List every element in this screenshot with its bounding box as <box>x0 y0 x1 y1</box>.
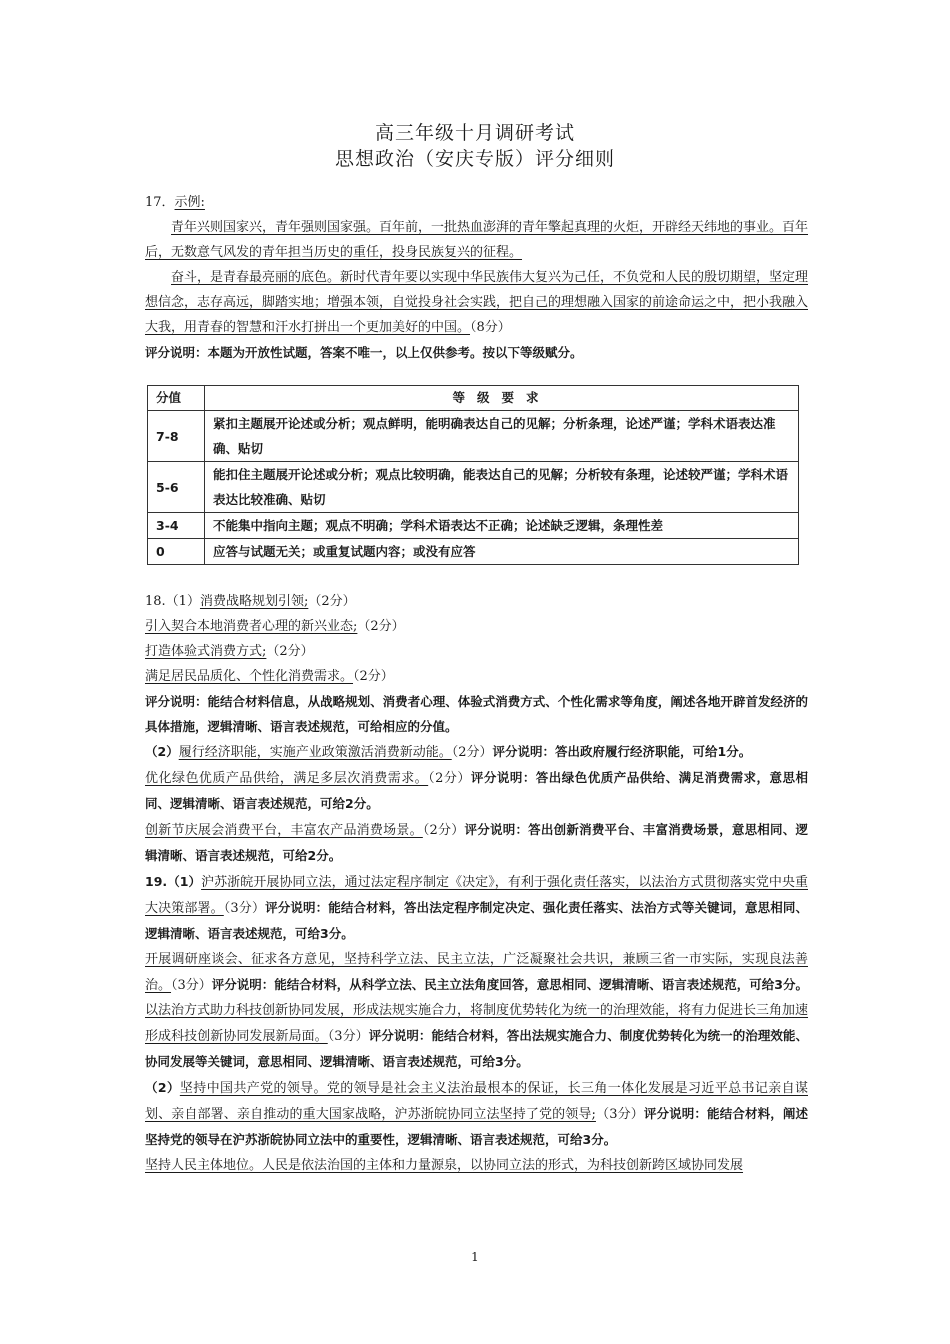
q17-label: 17． <box>145 195 175 210</box>
table-row <box>148 411 799 462</box>
grading-header-score: 分值 <box>148 386 205 411</box>
grade-score: 0 <box>148 539 205 565</box>
q18-scoring-note: 评分说明：能结合材料信息，从战略规划、消费者心理、体验式消费方式、个性化需求等角度，阐述各地开辟首发经济的具体措施，逻辑清晰、语言表述规范，可给相应的分值。 <box>145 694 808 734</box>
q19-answer-3: 以法治方式助力科技创新协同发展，形成法规实施合力，将制度优势转化为统一的治理效能，将有力促进长三角加速形成科技创新协同发展新局面。（3分）评分说明：能结合材料，答出法规实施合力、制度优势转化为统一的治理效能、协同发展等关键词，意思相同、逻辑清晰、语言表述规范，可给3分。 <box>145 1003 809 1069</box>
q18-label: 18.（1） <box>145 594 200 609</box>
table-row <box>148 462 799 513</box>
q18-answer-3: 打造体验式消费方式;（2分） <box>145 644 314 659</box>
grade-requirement: 紧扣主题展开论述或分析；观点鲜明，能明确表达自己的见解；分析条理，论述严谨；学科术语表达准确、贴切 <box>205 411 799 462</box>
q19-part2-label: （2） <box>145 1080 180 1095</box>
grade-requirement: 不能集中指向主题；观点不明确；学科术语表达不正确；论述缺乏逻辑，条理性差 <box>205 513 799 539</box>
grade-score: 5-6 <box>148 462 205 513</box>
q19-label: 19.（1） <box>145 874 202 889</box>
q17-para2: 奋斗，是青春最亮丽的底色。新时代青年要以实现中华民族伟大复兴为己任，不负党和人民的殷切期望，坚定理想信念，志存高远，脚踏实地；增强本领，自觉投身社会实践，把自己的理想融入国家的前途命运之中，把小我融入大我，用青春的智慧和汗水打拼出一个更加美好的中国。（8分） <box>145 270 809 335</box>
grading-header-requirement: 等级要求 <box>205 386 799 411</box>
q19-answer-1: 19.（1）沪苏浙皖开展协同立法，通过法定程序制定《决定》，有利于强化责任落实，以法治方式贯彻落实党中央重大决策部署。（3分）评分说明：能结合材料，答出法定程序制定决定、强化责任落实、法治方式等关键词，意思相同、逻辑清晰、语言表述规范，可给3分。 <box>145 874 808 941</box>
document-title: 高三年级十月调研考试 <box>374 122 575 144</box>
q17-scoring-note: 评分说明：本题为开放性试题，答案不唯一，以上仅供参考。按以下等级赋分。 <box>145 345 583 360</box>
grade-score: 3-4 <box>148 513 205 539</box>
grade-requirement: 能扣住主题展开论述或分析；观点比较明确，能表达自己的见解；分析较有条理，论述较严谨；学科术语表达比较准确、贴切 <box>205 462 799 513</box>
q18-answer-2: 引入契合本地消费者心理的新兴业态;（2分） <box>145 619 405 634</box>
q19-part2-answer-2: 坚持人民主体地位。人民是依法治国的主体和力量源泉，以协同立法的形式，为科技创新跨区域协同发展 <box>145 1158 744 1173</box>
q17-para2-score: （8分） <box>470 320 511 335</box>
q17-example-label: 示例: <box>174 195 205 210</box>
grading-table-header <box>148 386 799 411</box>
table-row <box>148 539 799 565</box>
grade-score: 7-8 <box>148 411 205 462</box>
grading-table <box>147 385 799 565</box>
table-row <box>148 513 799 539</box>
page-number: 1 <box>471 1250 479 1264</box>
q18-part2-label: （2） <box>145 744 179 759</box>
q19-part2-answer-1: （2）坚持中国共产党的领导。党的领导是社会主义法治最根本的保证，长三角一体化发展是习近平总书记亲自谋划、亲自部署、亲自推动的重大国家战略，沪苏浙皖协同立法坚持了党的领导;（3分）评分说明：能结合材料，阐述坚持党的领导在沪苏浙皖协同立法中的重要性，逻辑清晰、语言表述规范，可给3分。 <box>145 1080 808 1147</box>
grade-requirement: 应答与试题无关；或重复试题内容；或没有应答 <box>205 539 799 565</box>
document-subtitle: 思想政治（安庆专版）评分细则 <box>334 148 615 170</box>
q18-part2-answer-2: 优化绿色优质产品供给，满足多层次消费需求。（2分）评分说明：答出绿色优质产品供给、满足消费需求，意思相同、逻辑清晰、语言表述规范，可给2分。 <box>145 770 808 811</box>
q17-para1: 青年兴则国家兴，青年强则国家强。百年前，一批热血澎湃的青年擎起真理的火炬，开辟经天纬地的事业。百年后，无数意气风发的青年担当历史的重任，投身民族复兴的征程。 <box>145 220 809 260</box>
q18-part2-answer-1: （2）履行经济职能，实施产业政策激活消费新动能。（2分）评分说明：答出政府履行经济职能，可给1分。 <box>145 744 752 760</box>
document-body <box>145 190 808 1178</box>
q19-answer-2: 开展调研座谈会、征求各方意见，坚持科学立法、民主立法，广泛凝聚社会共识，兼顾三省一市实际，实现良法善治。（3分）评分说明：能结合材料，从科学立法、民主立法角度回答，意思相同、逻辑清晰、语言表述规范，可给3分。 <box>145 952 808 993</box>
q18-part2-answer-3: 创新节庆展会消费平台，丰富农产品消费场景。（2分）评分说明：答出创新消费平台、丰富消费场景，意思相同、逻辑清晰、语言表述规范，可给2分。 <box>145 822 808 863</box>
q18-answer-1: 18.（1）消费战略规划引领;（2分） <box>145 594 356 609</box>
q18-answer-4: 满足居民品质化、个性化消费需求。（2分） <box>145 669 394 684</box>
q17-heading <box>145 190 808 215</box>
